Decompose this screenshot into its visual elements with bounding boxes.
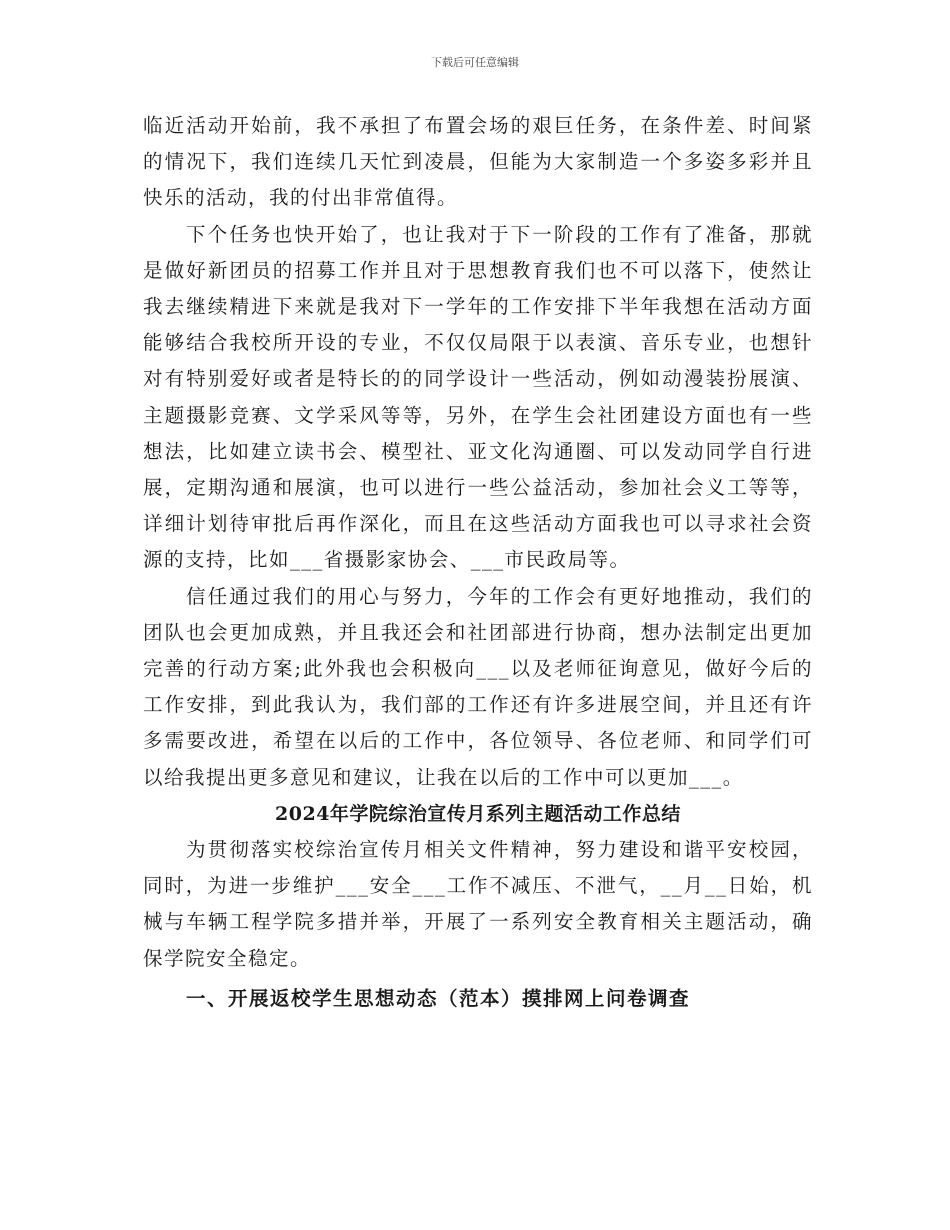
paragraph-next-tasks: 下个任务也快开始了，也让我对于下一阶段的工作有了准备，那就是做好新团员的招募工作并且对于思想教育我们也不可以落下，使然让我去继续精进下来就是我对下一学年的工作安排下半年我想在活动方面能够结合我校所开设的专业，不仅仅局限于以表演、音乐专业，也想针对有特别爱好或者是特长的的同学设计一些活动，例如动漫装扮展演、主题摄影竞赛、文学采风等等，另外，在学生会社团建设方面也有一些想法，比如建立读书会、模型社、亚文化沟通圈、可以发动同学自行进展，定期沟通和展演，也可以进行一些公益活动，参加社会义工等等，详细计划待审批后再作深化，而且在这些活动方面我也可以寻求社会资源的支持，比如___省摄影家协会、___市民政局等。 <box>143 222 813 572</box>
section-title: 2024年学院综治宣传月系列主题活动工作总结 <box>275 802 681 825</box>
document-body <box>143 108 813 1017</box>
intro-paragraph: 为贯彻落实校综治宣传月相关文件精神，努力建设和谐平安校园，同时，为进一步维护___安全___工作不减压、不泄气，__月__日始，机械与车辆工程学院多措并举，开展了一系列安全教育相关主题活动，确保学院安全稳定。 <box>143 838 813 970</box>
paragraph-outlook: 信任通过我们的用心与努力，今年的工作会有更好地推动，我们的团队也会更加成熟，并且我还会和社团部进行协商，想办法制定出更加完善的行动方案;此外我也会积极向___以及老师征询意见，做好今后的工作安排，到此我认为，我们部的工作还有许多进展空间，并且还有许多需要改进，希望在以后的工作中，各位领导、各位老师、和同学们可以给我提出更多意见和建议，让我在以后的工作中可以更加___。 <box>143 584 813 789</box>
subheading: 一、开展返校学生思想动态（范本）摸排网上问卷调查 <box>186 986 691 1010</box>
paragraph-continuation: 临近活动开始前，我不承担了布置会场的艰巨任务，在条件差、时间紧的情况下，我们连续几天忙到凌晨，但能为大家制造一个多姿多彩并且快乐的活动，我的付出非常值得。 <box>143 114 813 210</box>
page-header: 下载后可任意编辑 <box>431 56 519 69</box>
